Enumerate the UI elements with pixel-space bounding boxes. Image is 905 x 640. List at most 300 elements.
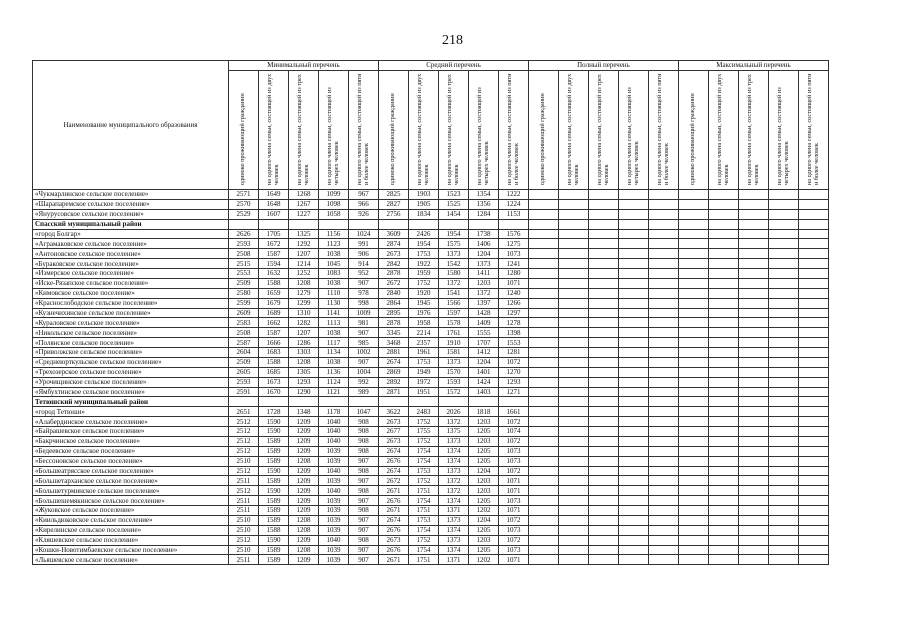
table-cell [769, 377, 799, 387]
table-cell: 1685 [259, 367, 289, 377]
table-cell [589, 506, 619, 516]
column-header [319, 71, 349, 190]
row-name: «Шарапаремское сельское поселение» [33, 199, 229, 209]
table-cell: 1590 [259, 427, 289, 437]
table-cell: 907 [349, 496, 379, 506]
table-cell [799, 377, 829, 387]
table-cell [709, 506, 739, 516]
table-cell: 1039 [319, 515, 349, 525]
table-cell: 1040 [319, 436, 349, 446]
table-cell [769, 318, 799, 328]
table-cell: 1290 [289, 387, 319, 397]
table-cell [649, 387, 679, 397]
table-cell: 1204 [469, 357, 499, 367]
table-cell: 1589 [259, 446, 289, 456]
row-name: «Ямбухтинское сельское поселение» [33, 387, 229, 397]
table-cell [739, 535, 769, 545]
group-header: Полный перечень [529, 61, 679, 71]
table-cell [799, 427, 829, 437]
table-row [33, 298, 829, 308]
table-cell: 1374 [439, 525, 469, 535]
table-cell: 1428 [469, 308, 499, 318]
table-cell [739, 436, 769, 446]
table-cell [769, 199, 799, 209]
table-cell [769, 436, 799, 446]
table-cell [619, 199, 649, 209]
table-cell: 2510 [229, 456, 259, 466]
table-cell [799, 525, 829, 535]
table-cell [649, 328, 679, 338]
table-cell [799, 298, 829, 308]
table-cell [799, 496, 829, 506]
row-name: «Алабердинское сельское поселение» [33, 417, 229, 427]
table-cell [559, 249, 589, 259]
table-cell: 1208 [289, 357, 319, 367]
table-cell [559, 199, 589, 209]
table-cell [439, 219, 469, 229]
table-cell: 1072 [499, 357, 529, 367]
table-cell [529, 308, 559, 318]
table-cell [709, 456, 739, 466]
table-cell: 1751 [409, 555, 439, 565]
table-row [33, 199, 829, 209]
table-cell: 1672 [259, 239, 289, 249]
table-cell [739, 387, 769, 397]
table-cell: 1038 [319, 249, 349, 259]
table-cell: 2871 [379, 387, 409, 397]
table-cell: 1279 [289, 288, 319, 298]
table-cell [679, 407, 709, 417]
table-cell: 2609 [229, 308, 259, 318]
table-cell [649, 239, 679, 249]
table-cell [799, 535, 829, 545]
table-cell: 1590 [259, 486, 289, 496]
table-cell [679, 446, 709, 456]
table-cell [709, 239, 739, 249]
table-cell [739, 486, 769, 496]
table-cell [769, 209, 799, 219]
column-header [559, 71, 589, 190]
table-cell: 2671 [379, 555, 409, 565]
table-cell: 1648 [259, 199, 289, 209]
table-cell [589, 476, 619, 486]
table-cell [589, 525, 619, 535]
table-cell [649, 259, 679, 269]
table-cell [679, 476, 709, 486]
table-cell [559, 338, 589, 348]
table-row [33, 456, 829, 466]
table-cell [649, 496, 679, 506]
section-title: Тетюшский муниципальный район [33, 397, 229, 407]
table-cell: 2511 [229, 476, 259, 486]
table-cell [529, 496, 559, 506]
table-cell: 1959 [409, 269, 439, 279]
table-cell: 1252 [289, 269, 319, 279]
table-cell [559, 496, 589, 506]
table-cell: 2512 [229, 417, 259, 427]
table-cell: 1113 [319, 318, 349, 328]
table-cell: 1590 [259, 417, 289, 427]
table-cell: 2626 [229, 229, 259, 239]
table-cell: 2892 [379, 377, 409, 387]
table-cell [799, 486, 829, 496]
table-cell: 907 [349, 555, 379, 565]
table-cell: 1040 [319, 466, 349, 476]
row-name: «Жуковское сельское поселение» [33, 506, 229, 516]
table-cell [709, 199, 739, 209]
table-cell [499, 219, 529, 229]
table-cell: 2674 [379, 357, 409, 367]
table-cell [589, 515, 619, 525]
table-cell [529, 506, 559, 516]
table-cell: 1523 [439, 190, 469, 200]
table-cell [739, 259, 769, 269]
table-cell [559, 219, 589, 229]
table-cell [709, 387, 739, 397]
table-cell: 907 [349, 525, 379, 535]
table-cell: 1818 [469, 407, 499, 417]
row-name: «Льяшевское сельское поселение» [33, 555, 229, 565]
table-cell: 1039 [319, 506, 349, 516]
table-cell [769, 466, 799, 476]
column-header [259, 71, 289, 190]
table-cell [709, 328, 739, 338]
table-cell [769, 417, 799, 427]
table-cell: 1587 [259, 249, 289, 259]
table-cell: 2583 [229, 318, 259, 328]
table-row [33, 535, 829, 545]
table-cell [589, 269, 619, 279]
table-cell [739, 446, 769, 456]
table-cell: 1525 [439, 199, 469, 209]
table-cell [529, 199, 559, 209]
column-header-label: на одного члена семьи, состоящей из двух человек [415, 73, 430, 185]
column-header [619, 71, 649, 190]
table-cell: 1597 [439, 308, 469, 318]
table-cell [739, 476, 769, 486]
table-cell [649, 298, 679, 308]
table-cell [529, 436, 559, 446]
table-cell [619, 249, 649, 259]
table-cell [559, 535, 589, 545]
table-cell [619, 219, 649, 229]
table-cell: 1156 [319, 229, 349, 239]
table-cell: 1753 [409, 515, 439, 525]
table-cell: 2580 [229, 288, 259, 298]
table-cell: 2510 [229, 525, 259, 535]
table-cell [619, 456, 649, 466]
table-row [33, 555, 829, 565]
table-cell: 2671 [379, 486, 409, 496]
table-cell [589, 545, 619, 555]
table-cell: 1209 [289, 486, 319, 496]
table-cell [589, 259, 619, 269]
table-row [33, 278, 829, 288]
table-cell: 2605 [229, 367, 259, 377]
table-cell [529, 555, 559, 565]
table-row [33, 239, 829, 249]
table-cell [589, 427, 619, 437]
table-cell: 2672 [379, 278, 409, 288]
table-cell: 1208 [289, 278, 319, 288]
column-header [409, 71, 439, 190]
table-cell [559, 476, 589, 486]
table-cell [619, 239, 649, 249]
table-cell [769, 476, 799, 486]
table-cell: 1039 [319, 555, 349, 565]
table-cell [529, 535, 559, 545]
table-cell [709, 377, 739, 387]
table-cell: 1208 [289, 525, 319, 535]
table-cell [559, 456, 589, 466]
table-cell: 1071 [499, 278, 529, 288]
table-cell [529, 545, 559, 555]
column-header [439, 71, 469, 190]
table-cell [739, 456, 769, 466]
table-row [33, 190, 829, 200]
table-cell: 1098 [319, 199, 349, 209]
column-header-label: на одного члена семьи, состоящей из четырех человек [625, 87, 640, 185]
table-cell: 1961 [409, 348, 439, 358]
table-cell [469, 219, 499, 229]
table-cell [649, 229, 679, 239]
table-cell: 1123 [319, 239, 349, 249]
table-cell: 1074 [499, 427, 529, 437]
table-cell [529, 357, 559, 367]
table-cell: 2511 [229, 555, 259, 565]
table-row [33, 506, 829, 516]
table-cell: 1454 [439, 209, 469, 219]
table-cell [619, 555, 649, 565]
table-cell: 2881 [379, 348, 409, 358]
table-cell [799, 367, 829, 377]
table-cell: 978 [349, 288, 379, 298]
table-cell [529, 229, 559, 239]
table-cell [769, 308, 799, 318]
table-cell [649, 377, 679, 387]
table-cell [679, 367, 709, 377]
table-cell: 1072 [499, 535, 529, 545]
table-cell [649, 278, 679, 288]
table-cell [799, 239, 829, 249]
table-cell [799, 328, 829, 338]
table-cell [709, 555, 739, 565]
table-cell: 2357 [409, 338, 439, 348]
table-row [33, 269, 829, 279]
column-header [529, 71, 559, 190]
column-header-label: на одного члена семьи, состоящей из трех человек [445, 74, 460, 185]
table-cell: 2673 [379, 535, 409, 545]
table-cell: 1203 [469, 476, 499, 486]
table-cell [679, 269, 709, 279]
table-cell [619, 318, 649, 328]
table-cell [709, 229, 739, 239]
table-cell [619, 348, 649, 358]
table-cell: 1679 [259, 298, 289, 308]
table-cell: 1541 [439, 288, 469, 298]
table-cell: 989 [349, 387, 379, 397]
column-header-label: одиноко проживающий гражданин [239, 93, 247, 185]
table-cell [619, 427, 649, 437]
table-cell [679, 249, 709, 259]
table-cell: 1240 [499, 288, 529, 298]
table-cell [739, 328, 769, 338]
table-cell [529, 278, 559, 288]
table-cell [679, 190, 709, 200]
table-cell [619, 466, 649, 476]
table-cell: 1659 [259, 288, 289, 298]
table-cell [799, 259, 829, 269]
table-cell: 1373 [439, 436, 469, 446]
table-cell [709, 436, 739, 446]
table-cell [679, 427, 709, 437]
table-cell [679, 555, 709, 565]
row-name: «Приволжское сельское поселение» [33, 348, 229, 358]
table-cell: 1374 [439, 545, 469, 555]
table-cell: 1207 [289, 328, 319, 338]
table-cell: 1587 [259, 328, 289, 338]
table-row [33, 357, 829, 367]
table-cell: 2674 [379, 466, 409, 476]
table-cell: 1373 [439, 535, 469, 545]
table-cell [319, 397, 349, 407]
table-cell: 1903 [409, 190, 439, 200]
table-cell: 2673 [379, 436, 409, 446]
table-cell: 908 [349, 427, 379, 437]
table-cell: 2553 [229, 269, 259, 279]
table-cell: 2512 [229, 466, 259, 476]
row-name: «Измерское сельское поселение» [33, 269, 229, 279]
table-cell [739, 377, 769, 387]
table-cell: 2673 [379, 249, 409, 259]
table-cell [529, 209, 559, 219]
table-cell [709, 269, 739, 279]
table-cell [739, 288, 769, 298]
table-cell [679, 229, 709, 239]
table-cell: 1202 [469, 555, 499, 565]
table-cell: 1412 [469, 348, 499, 358]
table-cell: 1266 [499, 298, 529, 308]
table-cell [769, 338, 799, 348]
table-cell: 1920 [409, 288, 439, 298]
table-row [33, 229, 829, 239]
table-cell [799, 387, 829, 397]
table-cell [799, 476, 829, 486]
table-cell [679, 199, 709, 209]
table-cell [739, 298, 769, 308]
table-cell: 1371 [439, 506, 469, 516]
table-cell: 2570 [229, 199, 259, 209]
table-cell: 1293 [289, 377, 319, 387]
table-cell [619, 387, 649, 397]
table-cell: 1278 [499, 318, 529, 328]
table-cell: 1073 [499, 249, 529, 259]
table-cell: 908 [349, 506, 379, 516]
table-cell: 1752 [409, 535, 439, 545]
table-cell [709, 417, 739, 427]
table-cell [799, 338, 829, 348]
table-cell: 1310 [289, 308, 319, 318]
table-cell [589, 249, 619, 259]
table-cell: 1205 [469, 545, 499, 555]
table-cell: 926 [349, 209, 379, 219]
table-cell [739, 427, 769, 437]
table-cell [589, 318, 619, 328]
table-cell: 1752 [409, 436, 439, 446]
table-cell [529, 259, 559, 269]
table-cell [799, 357, 829, 367]
table-cell [589, 229, 619, 239]
table-cell: 1293 [499, 377, 529, 387]
table-cell: 1073 [499, 456, 529, 466]
table-cell: 2842 [379, 259, 409, 269]
table-cell [739, 367, 769, 377]
table-cell: 1040 [319, 417, 349, 427]
table-cell [619, 486, 649, 496]
column-header [289, 71, 319, 190]
table-cell [619, 476, 649, 486]
row-name: «Кошки-Новотимбаевское сельское поселение» [33, 545, 229, 555]
table-cell: 1004 [349, 367, 379, 377]
table-cell [229, 219, 259, 229]
table-cell [559, 308, 589, 318]
table-cell [709, 486, 739, 496]
column-header-label: на одного члена семьи, состоящей из пяти и более человек [805, 73, 820, 185]
table-row [33, 466, 829, 476]
column-header [589, 71, 619, 190]
table-cell: 1325 [289, 229, 319, 239]
table-cell: 1578 [439, 318, 469, 328]
table-cell: 1039 [319, 545, 349, 555]
table-row [33, 515, 829, 525]
table-cell [709, 357, 739, 367]
table-cell: 1589 [259, 496, 289, 506]
table-cell [739, 318, 769, 328]
table-cell: 2509 [229, 357, 259, 367]
table-cell: 1202 [469, 506, 499, 516]
table-cell [799, 308, 829, 318]
table-row [33, 436, 829, 446]
table-cell [769, 506, 799, 516]
table-cell: 1372 [439, 486, 469, 496]
table-header [33, 61, 829, 190]
table-cell: 1205 [469, 427, 499, 437]
table-cell: 1373 [439, 466, 469, 476]
table-cell [619, 545, 649, 555]
data-table [32, 60, 829, 565]
table-cell: 2512 [229, 535, 259, 545]
table-cell [619, 288, 649, 298]
table-cell [679, 397, 709, 407]
row-name: «Большеатрясское сельское поселение» [33, 466, 229, 476]
table-cell: 1372 [439, 417, 469, 427]
table-row [33, 318, 829, 328]
table-cell [649, 466, 679, 476]
row-name: «Среднеюрткульское сельское поселение» [33, 357, 229, 367]
table-cell: 2508 [229, 328, 259, 338]
table-cell [709, 535, 739, 545]
table-cell [799, 249, 829, 259]
table-cell: 1303 [289, 348, 319, 358]
column-header-name: Наименование муниципального образования [33, 61, 229, 190]
table-cell: 2878 [379, 318, 409, 328]
table-cell: 2676 [379, 456, 409, 466]
table-cell [799, 190, 829, 200]
row-name: «Чукмарлинское сельское поселение» [33, 190, 229, 200]
table-cell [679, 259, 709, 269]
table-cell: 908 [349, 535, 379, 545]
table-cell: 1222 [499, 190, 529, 200]
